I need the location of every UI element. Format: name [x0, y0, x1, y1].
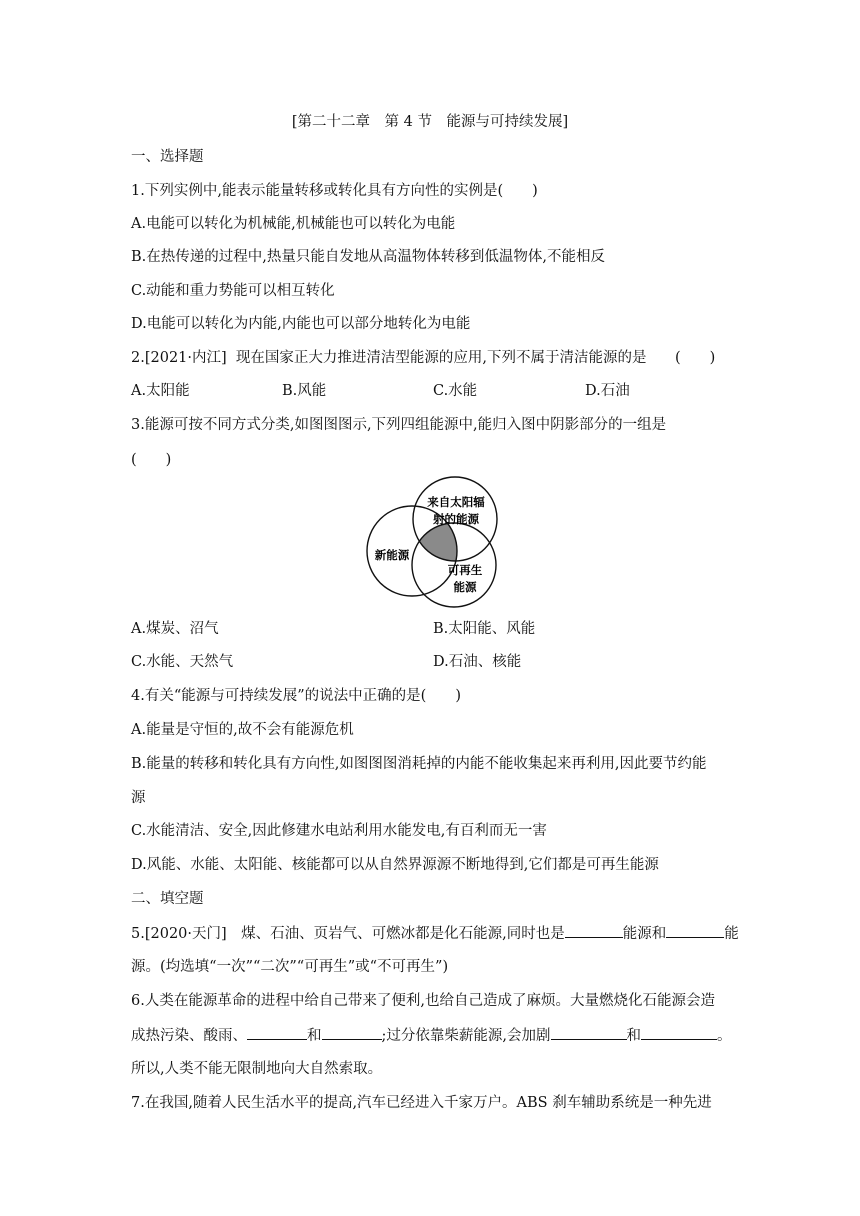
q6-blank-1[interactable] [247, 1025, 307, 1040]
q6-blank-3[interactable] [551, 1025, 627, 1040]
venn-label-new-energy: 新能源 [374, 548, 410, 562]
q2-answer-paren: ( ) [675, 350, 716, 366]
q2-source: 2.[2021·内江] [131, 350, 227, 366]
q3-stem: 3.能源可按不同方式分类,如图图图示,下列四组能源中,能归入图中阴影部分的一组是 [131, 417, 667, 433]
q2-option-c: C.水能 [433, 383, 478, 399]
q5-line1 [131, 923, 739, 944]
q5-line2: 源。(均选填“一次”“二次”“可再生”或“不可再生”) [131, 959, 449, 975]
q1-option-a: A.电能可以转化为机械能,机械能也可以转化为电能 [131, 216, 456, 232]
q3-option-a: A.煤炭、沼气 [131, 621, 219, 637]
section-heading-fill: 二、填空题 [131, 891, 204, 907]
q2-option-b: B.风能 [282, 383, 327, 399]
q1-stem: 1.下列实例中,能表示能量转移或转化具有方向性的实例是( ) [131, 183, 538, 199]
q2-stem: 现在国家正大力推进清洁型能源的应用,下列不属于清洁能源的是 [235, 350, 647, 366]
q2-stem-line [131, 348, 647, 368]
venn-label-renewable-2: 能源 [453, 580, 477, 594]
q7-line1: 7.在我国,随着人民生活水平的提高,汽车已经进入千家万户。ABS 刹车辅助系统是一种先进 [131, 1095, 712, 1111]
q3-option-b: B.太阳能、风能 [433, 621, 536, 637]
q6-text-e: 。 [717, 1028, 732, 1044]
q3-option-c: C.水能、天然气 [131, 654, 234, 670]
q5-text-2: 能源和 [622, 926, 667, 942]
q6-text-d: 和 [626, 1028, 641, 1044]
q2-option-a: A.太阳能 [131, 383, 190, 399]
venn-label-solar-2: 射的能源 [433, 512, 479, 526]
q5-text-1: 5.[2020·天门] 煤、石油、页岩气、可燃冰都是化石能源,同时也是 [131, 926, 565, 942]
q4-stem: 4.有关“能源与可持续发展”的说法中正确的是( ) [131, 688, 461, 704]
q4-option-a: A.能量是守恒的,故不会有能源危机 [131, 722, 354, 738]
q4-option-b-line2: 源 [131, 790, 146, 806]
section-heading-choice: 一、选择题 [131, 149, 204, 165]
q5-blank-1[interactable] [565, 923, 623, 938]
q1-option-b: B.在热传递的过程中,热量只能自发地从高温物体转移到低温物体,不能相反 [131, 249, 605, 265]
q3-option-d: D.石油、核能 [433, 654, 522, 670]
q4-option-c: C.水能清洁、安全,因此修建水电站利用水能发电,有百利而无一害 [131, 823, 547, 839]
chapter-title: [第二十二章 第 4 节 能源与可持续发展] [291, 114, 569, 130]
q6-line3: 所以,人类不能无限制地向大自然索取。 [131, 1061, 383, 1077]
q6-blank-2[interactable] [322, 1025, 382, 1040]
q6-text-b: 和 [307, 1028, 322, 1044]
q2-option-d: D.石油 [585, 383, 630, 399]
q1-option-d: D.电能可以转化为内能,内能也可以部分地转化为电能 [131, 316, 471, 332]
q6-line1: 6.人类在能源革命的进程中给自己带来了便利,也给自己造成了麻烦。大量燃烧化石能源会造 [131, 993, 715, 1009]
q4-option-d: D.风能、水能、太阳能、核能都可以从自然界源源不断地得到,它们都是可再生能源 [131, 857, 659, 873]
venn-label-renewable-1: 可再生 [447, 563, 483, 577]
venn-diagram [355, 476, 505, 611]
q6-text-a: 成热污染、酸雨、 [131, 1028, 247, 1044]
q1-option-c: C.动能和重力势能可以相互转化 [131, 283, 335, 299]
q5-text-3: 能 [724, 926, 739, 942]
q3-answer-paren: ( ) [131, 452, 172, 468]
q6-line2 [131, 1025, 732, 1046]
q5-blank-2[interactable] [666, 923, 724, 938]
q6-blank-4[interactable] [641, 1025, 717, 1040]
q6-text-c: ;过分依靠柴薪能源,会加剧 [381, 1028, 551, 1044]
venn-label-solar-1: 来自太阳辐 [427, 495, 485, 509]
q4-option-b-line1: B.能量的转移和转化具有方向性,如图图图消耗掉的内能不能收集起来再利用,因此要节约能 [131, 756, 707, 772]
